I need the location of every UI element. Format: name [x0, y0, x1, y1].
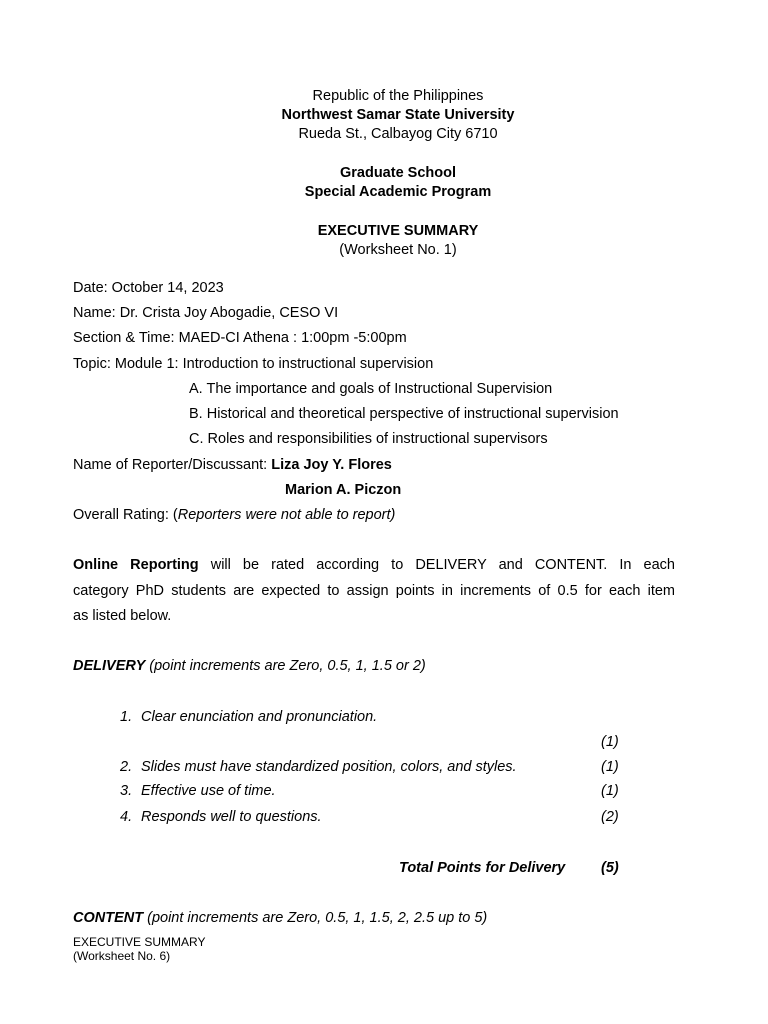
rating-value: Reporters were not able to report): [177, 507, 396, 523]
program-name: Special Academic Program: [304, 184, 492, 200]
delivery-item-1-num: 1.: [120, 709, 133, 725]
content-heading: CONTENT: [73, 910, 144, 926]
content-note: (point increments are Zero, 0.5, 1, 1.5, 2, 2.5 up to 5): [143, 910, 488, 926]
delivery-item-3-text: Effective use of time.: [141, 783, 276, 799]
intro-line-3: as listed below.: [73, 608, 172, 624]
topic-item-a: A. The importance and goals of Instructional Supervision: [189, 381, 553, 397]
delivery-total-value: (5): [601, 860, 619, 876]
rating-label: Overall Rating: (: [73, 507, 178, 523]
delivery-item-3-num: 3.: [120, 783, 133, 799]
delivery-item-1-text: Clear enunciation and pronunciation.: [141, 709, 378, 725]
footer-worksheet: (Worksheet No. 6): [73, 949, 171, 963]
republic-line: Republic of the Philippines: [312, 88, 484, 104]
delivery-item-4-points: (2): [601, 809, 619, 825]
overall-rating-line: [73, 506, 395, 524]
delivery-item-2-points: (1): [601, 759, 619, 775]
topic-line: Topic: Module 1: Introduction to instructional supervision: [73, 356, 434, 372]
date-line: Date: October 14, 2023: [73, 280, 224, 296]
delivery-item-3-points: (1): [601, 783, 619, 799]
delivery-note: (point increments are Zero, 0.5, 1, 1.5 or 2): [145, 658, 426, 674]
delivery-item-4-text: Responds well to questions.: [141, 809, 322, 825]
reporter-name-2: Marion A. Piczon: [285, 482, 402, 498]
delivery-heading: DELIVERY: [73, 658, 146, 674]
document-title: EXECUTIVE SUMMARY: [317, 223, 479, 239]
delivery-item-1-points: (1): [601, 734, 619, 750]
university-address: Rueda St., Calbayog City 6710: [298, 126, 498, 142]
reporter-label: Name of Reporter/Discussant:: [73, 457, 272, 473]
content-heading-line: [73, 909, 487, 927]
reporter-name-1: Liza Joy Y. Flores: [271, 457, 392, 473]
delivery-item-2-num: 2.: [120, 759, 133, 775]
delivery-heading-line: [73, 657, 426, 675]
intro-line-2: category PhD students are expected to assign points in increments of 0.5 for each item: [73, 583, 675, 599]
intro-line-1-rest: will be rated according to DELIVERY and CONTENT. In each: [198, 557, 676, 573]
intro-bold-lead: Online Reporting: [73, 557, 199, 573]
delivery-item-2-text: Slides must have standardized position, colors, and styles.: [141, 759, 517, 775]
footer-title: EXECUTIVE SUMMARY: [73, 935, 206, 949]
delivery-item-4-num: 4.: [120, 809, 133, 825]
topic-item-b: B. Historical and theoretical perspective of instructional supervision: [189, 406, 619, 422]
reporter-line: [73, 456, 392, 474]
topic-item-c: C. Roles and responsibilities of instructional supervisors: [189, 431, 548, 447]
name-line: Name: Dr. Crista Joy Abogadie, CESO VI: [73, 305, 339, 321]
intro-line-1: [73, 556, 675, 574]
section-time-line: Section & Time: MAED-CI Athena : 1:00pm -5:00pm: [73, 330, 407, 346]
worksheet-number: (Worksheet No. 1): [339, 242, 457, 258]
delivery-total-label: Total Points for Delivery: [399, 860, 566, 876]
university-name: Northwest Samar State University: [281, 107, 515, 123]
school-name: Graduate School: [339, 165, 457, 181]
